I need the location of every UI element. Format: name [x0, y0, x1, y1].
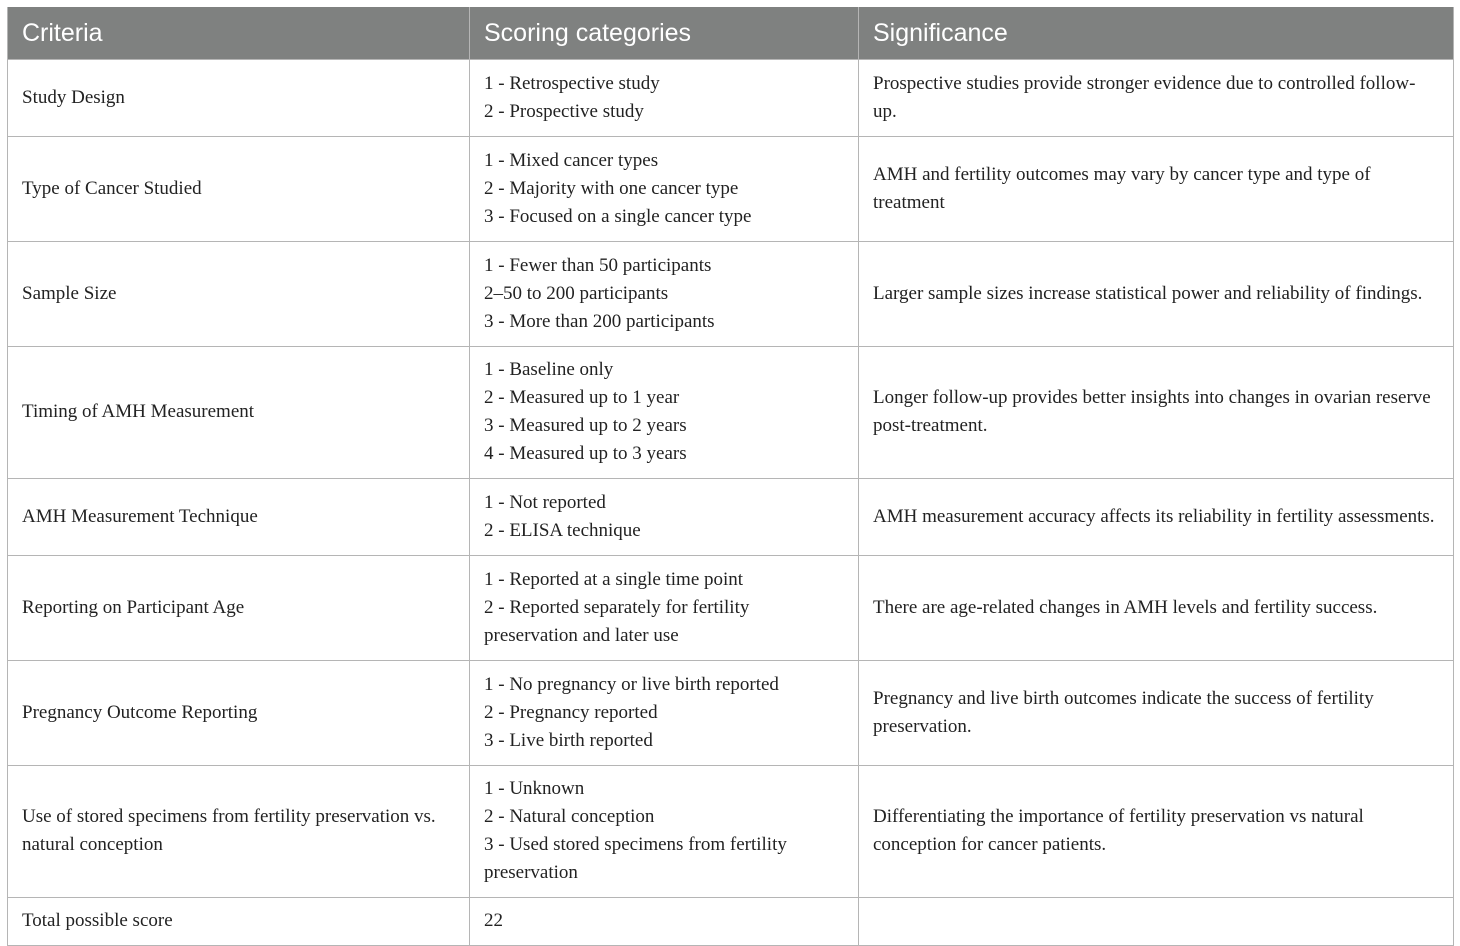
scoring-cell — [470, 60, 859, 137]
scoring-line: 2–50 to 200 participants — [484, 282, 669, 304]
significance-cell: There are age-related changes in AMH levels and fertility success. — [859, 556, 1454, 661]
scoring-cell — [470, 479, 859, 556]
scoring-cell — [470, 137, 859, 242]
scoring-line: 3 - Focused on a single cancer type — [484, 205, 752, 227]
significance-cell: Pregnancy and live birth outcomes indicate the success of fertility preservation. — [859, 661, 1454, 766]
criteria-cell: AMH Measurement Technique — [8, 479, 470, 556]
criteria-cell: Timing of AMH Measurement — [8, 347, 470, 479]
scoring-line: 1 - Retrospective study — [484, 72, 660, 94]
table-row — [8, 137, 1454, 242]
criteria-cell: Pregnancy Outcome Reporting — [8, 661, 470, 766]
significance-cell: Larger sample sizes increase statistical power and reliability of findings. — [859, 242, 1454, 347]
table-row — [8, 556, 1454, 661]
significance-cell: AMH and fertility outcomes may vary by cancer type and type of treatment — [859, 137, 1454, 242]
header-significance: Significance — [859, 7, 1454, 60]
table-row — [8, 60, 1454, 137]
scoring-cell — [470, 766, 859, 898]
scoring-line: 4 - Measured up to 3 years — [484, 443, 687, 464]
table-row — [8, 766, 1454, 898]
table-row — [8, 661, 1454, 766]
criteria-cell: Use of stored specimens from fertility preservation vs. natural conception — [8, 766, 470, 898]
scoring-line: 3 - More than 200 participants — [484, 310, 715, 332]
scoring-line: 3 - Measured up to 2 years — [484, 415, 687, 436]
scoring-line: 1 - Not reported — [484, 491, 606, 513]
scoring-table-container — [7, 7, 1453, 946]
scoring-cell — [470, 347, 859, 479]
scoring-line: 2 - Natural conception — [484, 806, 655, 827]
scoring-line: 2 - ELISA technique — [484, 519, 641, 541]
significance-cell: Differentiating the importance of fertility preservation vs natural conception for cancer patients. — [859, 766, 1454, 898]
header-scoring-categories: Scoring categories — [470, 7, 859, 60]
significance-cell: AMH measurement accuracy affects its reliability in fertility assessments. — [859, 479, 1454, 556]
total-score-cell: 22 — [470, 898, 859, 946]
criteria-cell: Reporting on Participant Age — [8, 556, 470, 661]
scoring-line: 2 - Prospective study — [484, 100, 644, 122]
scoring-line: 2 - Reported separately for fertility preservation and later use — [484, 596, 750, 646]
scoring-line: 2 - Majority with one cancer type — [484, 177, 739, 199]
scoring-line: 1 - No pregnancy or live birth reported — [484, 673, 779, 695]
scoring-cell — [470, 556, 859, 661]
significance-cell: Longer follow-up provides better insights into changes in ovarian reserve post-treatment. — [859, 347, 1454, 479]
scoring-line: 1 - Mixed cancer types — [484, 149, 659, 171]
significance-cell — [859, 898, 1454, 946]
criteria-cell: Type of Cancer Studied — [8, 137, 470, 242]
scoring-line: 1 - Unknown — [484, 778, 585, 799]
scoring-line: 1 - Baseline only — [484, 359, 614, 380]
significance-cell: Prospective studies provide stronger evidence due to controlled follow-up. — [859, 60, 1454, 137]
scoring-line: 2 - Pregnancy reported — [484, 701, 658, 723]
criteria-cell: Sample Size — [8, 242, 470, 347]
scoring-line: 2 - Measured up to 1 year — [484, 387, 680, 408]
scoring-line: 3 - Live birth reported — [484, 729, 653, 751]
table-row-total — [8, 898, 1454, 946]
scoring-line: 3 - Used stored specimens from fertility preservation — [484, 834, 787, 883]
scoring-cell — [470, 661, 859, 766]
scoring-line: 1 - Fewer than 50 participants — [484, 254, 712, 276]
table-row — [8, 347, 1454, 479]
header-criteria: Criteria — [8, 7, 470, 60]
table-row — [8, 242, 1454, 347]
scoring-line: 1 - Reported at a single time point — [484, 568, 744, 590]
scoring-cell — [470, 242, 859, 347]
scoring-table — [7, 7, 1454, 946]
criteria-cell: Total possible score — [8, 898, 470, 946]
table-row — [8, 479, 1454, 556]
table-header-row — [8, 7, 1454, 60]
criteria-cell: Study Design — [8, 60, 470, 137]
